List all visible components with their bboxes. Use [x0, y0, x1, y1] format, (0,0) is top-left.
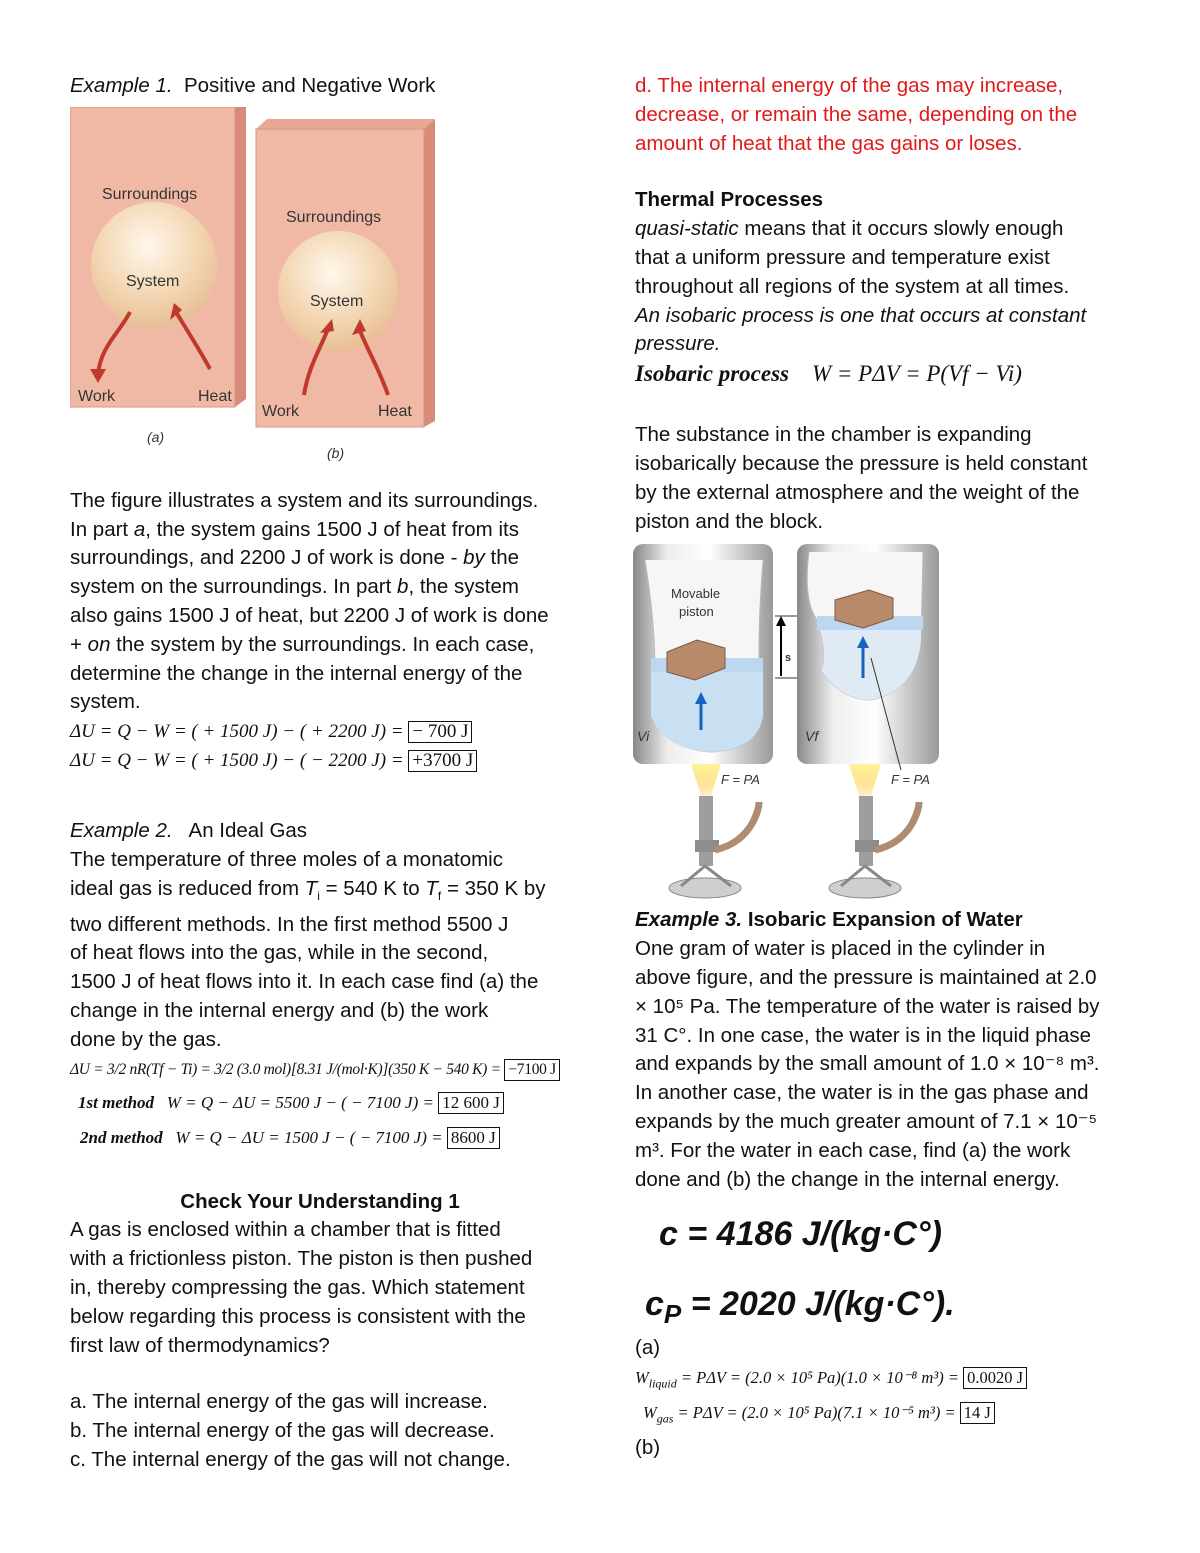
fig-a-surroundings-label: Surroundings [102, 185, 198, 203]
answer-box: +3700 J [408, 750, 477, 772]
option-a: a. The internal energy of the gas will increase. [70, 1390, 488, 1414]
fig-b-heat-label: Heat [378, 402, 412, 420]
movable-piston-label: Movable [671, 586, 721, 602]
specific-heat-water: c = 4186 J/(kg·C°) [659, 1215, 942, 1254]
check-understanding-text: A gas is enclosed within a chamber that is fitted with a frictionless piston. The piston is then pushed in, thereby compressing the gas. Which statement below regarding this process is consistent with the first law of thermodynamics? [70, 1218, 533, 1357]
final-volume-label: Vf [805, 728, 819, 745]
fig-b-surroundings-label: Surroundings [286, 208, 382, 226]
fig-b-system-label: System [310, 292, 364, 310]
option-d: d. The internal energy of the gas may increase, decrease, or remain the same, depending on the amount of heat that the gas gains or loses. [635, 74, 1078, 155]
displacement-s-label: s [785, 652, 792, 665]
option-c: c. The internal energy of the gas will not change. [70, 1448, 511, 1472]
answer-box: −7100 J [504, 1059, 560, 1081]
initial-volume-label: Vi [637, 728, 650, 745]
example1-text: The figure illustrates a system and its surroundings. In part a, the system gains 1500 J of heat from its surroundings, and 2200 J of work is done - by the system on the surroundings. In part b, the system also gains 1500 J of heat, but 2200 J of work is done + on the system by the surroundings. In each case, determine the change in the internal energy of the system. [70, 488, 549, 714]
answer-options [70, 1388, 570, 1474]
force-label-2: F = PA [891, 772, 930, 788]
example3-text: One gram of water is placed in the cylinder in above figure, and the pressure is maintained at 2.0 × 10⁵ Pa. The temperature of the water is raised by 31 C°. In one case, the water is in the liquid phase and expands by the small amount of 1.0 × 10⁻⁸ m³. In another case, the water is in the gas phase and expands by the much greater amount of 7.1 × 10⁻⁵ m³. For the water in each case, find (a) the work done and (b) the change in the internal energy. [635, 937, 1100, 1191]
part-b-label: (b) [635, 1435, 661, 1459]
force-label-1: F = PA [721, 772, 760, 788]
fig-a-system-label: System [126, 272, 180, 290]
isobaric-equation: Isobaric process W = PΔV = P(Vf − Vi) [635, 361, 1022, 387]
specific-heat-steam: $c_P = 2020$ J/(kg·C°). [645, 1285, 955, 1330]
fig-a-caption: (a) [147, 428, 165, 445]
right-column: d. The internal energy of the gas may increase, decrease, or remain the same, depending on the amount of heat that the gas gains or loses. Thermal Processes quasi-static means that it occurs slowly enough that a uniform pressure and temperature exist throughout all regions of the system at all times. An isobaric process is one that occurs at constant pressure. Isobaric process W = PΔV = P(Vf − Vi) The substance in the chamber is expanding isobarically because the pressure is held constant by the external atmosphere and the weight of the piston and the block. Movable piston s Vi Vf F = PA F = PA Example 3. Isobaric Expansion of Water One gram of water is placed in the cylinder in above figure, and the pressure is maintained at 2.0 × 10⁵ Pa. The temperature of the water is raised by 31 C°. In one case, the water is in the liquid phase and expands by the small amount of 1.0 × 10⁻⁸ m³. In another case, the water is in the gas phase and expands by the much greater amount of 7.1 × 10⁻⁵ m³. For the water in each case, find (a) the work done and (b) the change in the internal energy. c = 4186 J/(kg·C°) $c_P = 2020$ J/(kg·C°). (a) $W_{liquid} = P\Delta V = (2.0 \times 10^5$ Pa)(1.0 × 10⁻⁸ m³) = 0.0020 J $W_{gas} = P\Delta V = (2.0 \times 10^5$ Pa)(7.1 × 10⁻⁵ m³) = 14 J (b) [635, 72, 1135, 1462]
fig-b-work-label: Work [262, 402, 300, 420]
equation-3: ΔU = 3/2 nR(Tf − Ti) = 3/2 (3.0 mol)[8.31 J/(mol·K)](350 K − 540 K) = −7100 J [70, 1055, 570, 1084]
check-understanding-title: Check Your Understanding 1 [180, 1189, 460, 1213]
system-surroundings-figure [70, 101, 570, 461]
answer-box: 14 J [960, 1402, 995, 1424]
piston-label: piston [679, 604, 714, 620]
answer-box: 0.0020 J [963, 1367, 1027, 1389]
answer-box: 12 600 J [438, 1092, 504, 1114]
equation-5: 2nd method W = Q − ΔU = 1500 J − ( − 7100 J) = 8600 J [70, 1123, 570, 1152]
fig-a-heat-label: Heat [198, 387, 232, 405]
option-b: b. The internal energy of the gas will decrease. [70, 1419, 495, 1443]
equation-4: 1st method W = Q − ΔU = 5500 J − ( − 7100 J) = 12 600 J [70, 1088, 570, 1117]
thermal-processes-title: Thermal Processes [635, 188, 824, 212]
substance-text: The substance in the chamber is expanding isobarically because the pressure is held constant by the external atmosphere and the weight of the piston and the block. [635, 423, 1088, 533]
example2-title: Example 2. An Ideal Gas [70, 819, 308, 843]
left-column [70, 72, 570, 1475]
example1-title: Example 1. Positive and Negative Work [70, 74, 436, 97]
fig-b-caption: (b) [327, 444, 345, 461]
equation-2: ΔU = Q − W = ( + 1500 J) − ( − 2200 J) = +3700 J [70, 746, 570, 775]
isobaric-cylinder-figure [635, 536, 1135, 906]
equation-gas-work: $W_{gas} = P\Delta V = (2.0 \times 10^5$ Pa)(7.1 × 10⁻⁵ m³) = 14 J [635, 1398, 1135, 1433]
answer-box: 8600 J [447, 1127, 500, 1149]
equation-liquid-work: $W_{liquid} = P\Delta V = (2.0 \times 10^5$ Pa)(1.0 × 10⁻⁸ m³) = 0.0020 J [635, 1363, 1135, 1398]
part-a-label: (a) [635, 1336, 661, 1360]
equation-1: ΔU = Q − W = ( + 1500 J) − ( + 2200 J) = − 700 J [70, 717, 570, 746]
example2-text: The temperature of three moles of a monatomic ideal gas is reduced from $T_i = 540$ K to $T_f = 350$ K by two different methods. In the first method 5500 J of heat flows into the gas, while in the second, 1500 J of heat flows into it. In each case find (a) the change in the internal energy and (b) the work done by the gas. [70, 847, 546, 1051]
answer-box: − 700 J [408, 721, 472, 743]
fig-a-work-label: Work [78, 387, 116, 405]
example3-title: Example 3. Isobaric Expansion of Water [635, 908, 1023, 932]
